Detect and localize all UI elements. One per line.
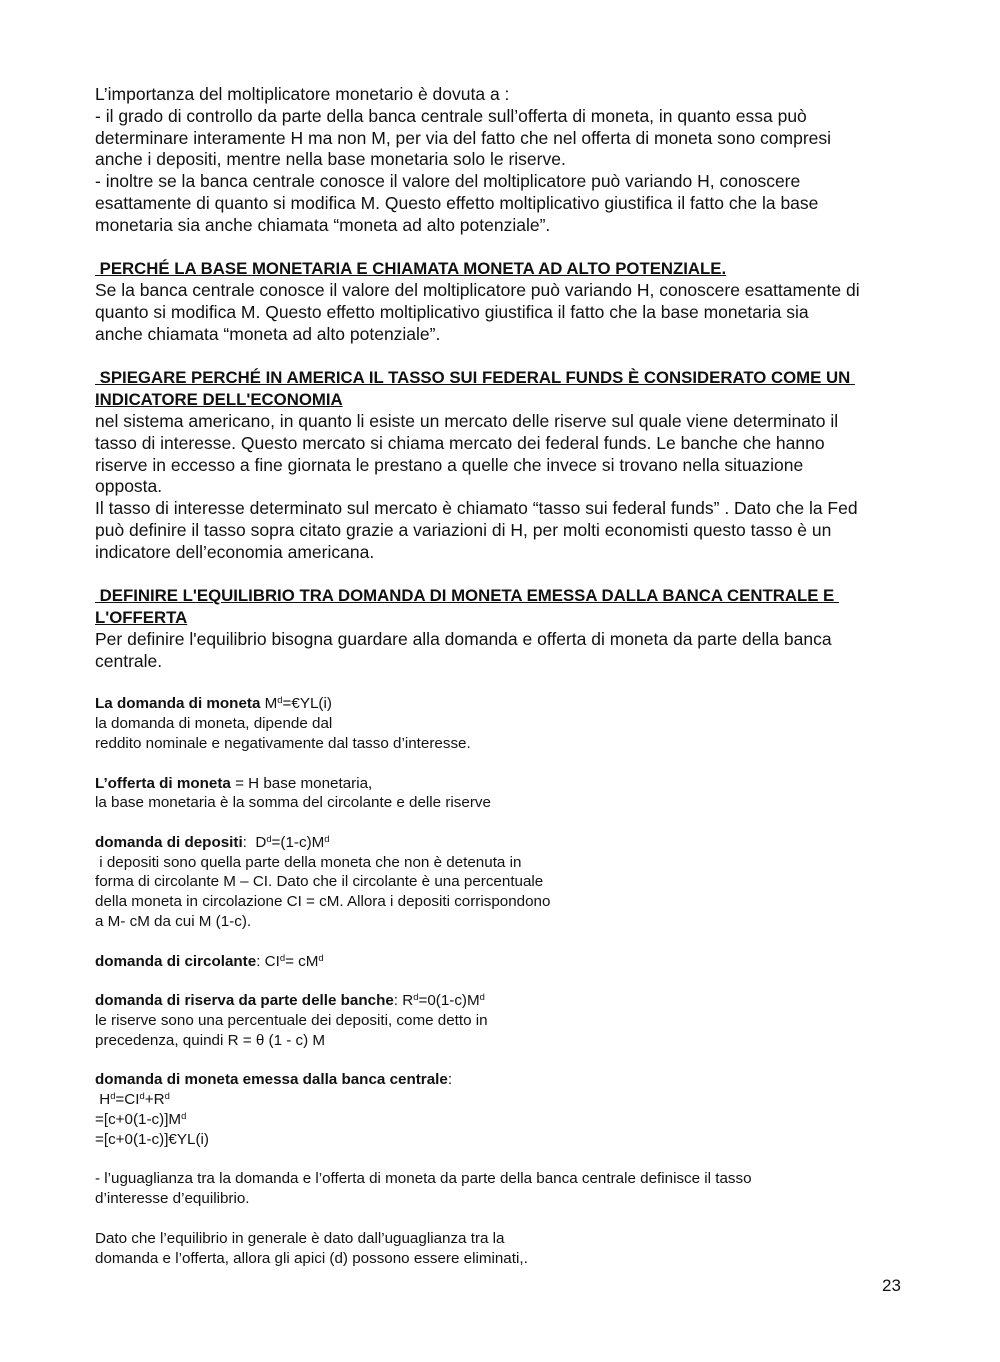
text-line: anche chiamata “moneta ad alto potenziale”.	[95, 323, 441, 344]
definitions-block	[95, 694, 915, 1268]
formula-text: H	[95, 1091, 111, 1109]
definition-label: domanda di depositi	[95, 833, 243, 851]
text-line: domanda e l’offerta, allora gli apici (d) possono essere eliminati,.	[95, 1249, 528, 1267]
text-line: indicatore dell’economia americana.	[95, 541, 375, 562]
formula-text: =CI	[115, 1091, 140, 1109]
superscript: d	[277, 694, 283, 706]
text-line: Il tasso di interesse determinato sul mercato è chiamato “tasso sui federal funds” . Dato che la Fed	[95, 498, 858, 519]
text-line: - inoltre se la banca centrale conosce il valore del moltiplicatore può variando H, conoscere	[95, 171, 801, 192]
superscript: d	[139, 1090, 145, 1102]
intro-paragraph	[95, 84, 915, 237]
definition-central-bank-demand	[95, 1070, 915, 1149]
text-line: d’interesse d’equilibrio.	[95, 1190, 250, 1208]
superscript: d	[279, 951, 286, 963]
formula-line	[95, 1090, 915, 1110]
definition-label: La domanda di moneta	[95, 695, 261, 713]
text-line: anche i depositi, mentre nella base monetaria solo le riserve.	[95, 149, 566, 170]
text-line: monetaria sia anche chiamata “moneta ad alto potenziale”.	[95, 214, 551, 235]
text-line: Dato che l’equilibrio in generale è dato dall’uguaglianza tra la	[95, 1229, 505, 1247]
text-line: L’importanza del moltiplicatore monetario è dovuta a :	[95, 84, 510, 104]
text-line: i depositi sono quella parte della moneta che non è detenuta in	[95, 853, 522, 871]
text-line: tasso di interesse. Questo mercato si chiama mercato dei federal funds. Le banche che hanno	[95, 432, 825, 453]
text-line: opposta.	[95, 476, 163, 497]
text-line: Per definire l'equilibrio bisogna guardare alla domanda e offerta di moneta da parte della banca	[95, 628, 832, 649]
text-line: riserve in eccesso a fine giornata le prestano a quelle che invece si trovano nella situazione	[95, 454, 804, 475]
page-number: 23	[882, 1276, 901, 1295]
superscript: d	[110, 1090, 116, 1102]
superscript: d	[324, 832, 330, 844]
definition-label: domanda di moneta emessa dalla banca centrale	[95, 1071, 448, 1089]
superscript: d	[318, 951, 324, 963]
formula-text: :	[447, 1071, 453, 1089]
section-heading: PERCHÉ LA BASE MONETARIA E CHIAMATA MONETA AD ALTO POTENZIALE.	[95, 259, 727, 279]
section-federal-funds	[95, 367, 915, 563]
definition-money-supply	[95, 774, 915, 814]
text-line: nel sistema americano, in quanto li esiste un mercato delle riserve sul quale viene determinato il	[95, 410, 839, 431]
text-line: può definire il tasso sopra citato grazie a variazioni di H, per molti economisti questo tasso è un	[95, 519, 832, 540]
section-high-powered-money	[95, 258, 915, 345]
text-line: forma di circolante M – CI. Dato che il circolante è una percentuale	[95, 873, 544, 891]
definition-label: domanda di riserva da parte delle banche	[95, 992, 394, 1010]
definition-deposit-demand	[95, 833, 915, 932]
section-heading: L'OFFERTA	[95, 608, 188, 628]
superscript: d	[164, 1090, 170, 1102]
text-line: precedenza, quindi R = θ (1 - c) M	[95, 1031, 326, 1049]
text-line: Se la banca centrale conosce il valore del moltiplicatore può variando H, conoscere esattamente di	[95, 280, 860, 301]
text-line: la domanda di moneta, dipende dal	[95, 715, 333, 733]
text-line: la base monetaria è la somma del circolante e delle riserve	[95, 794, 491, 812]
definition-label: L’offerta di moneta	[95, 774, 231, 792]
formula-text: =[c+0(1-c)]M	[95, 1111, 182, 1129]
formula-text: M	[260, 695, 278, 713]
text-line: della moneta in circolazione CI = cM. Allora i depositi corrispondono	[95, 893, 551, 911]
definition-currency-demand	[95, 952, 915, 972]
text-line: quanto si modifica M. Questo effetto moltiplicativo giustifica il fatto che la base monetaria sia	[95, 301, 809, 322]
superscript: d	[266, 832, 272, 844]
superscript: d	[479, 991, 485, 1003]
closing-paragraph-1	[95, 1169, 915, 1209]
formula-line	[95, 1110, 915, 1130]
text-line: determinare interamente H ma non M, per via del fatto che nel offerta di moneta sono compresi	[95, 127, 832, 148]
formula-text: : R	[393, 992, 414, 1010]
definition-money-demand	[95, 694, 915, 753]
section-heading: INDICATORE DELL'ECONOMIA	[95, 390, 343, 410]
document-page	[95, 84, 915, 1268]
formula-text: : CI	[256, 952, 280, 970]
text-line: reddito nominale e negativamente dal tasso d’interesse.	[95, 734, 471, 752]
formula-text: +R	[144, 1091, 165, 1109]
superscript: d	[181, 1109, 187, 1121]
formula-line: =[c+0(1-c)]€YL(i)	[95, 1130, 209, 1148]
definition-label: domanda di circolante	[95, 952, 257, 970]
formula-text: =€YL(i)	[282, 695, 332, 713]
formula-text: =(1-c)M	[271, 833, 325, 851]
definition-reserve-demand	[95, 991, 915, 1050]
superscript: d	[413, 991, 419, 1003]
text-line: centrale.	[95, 650, 163, 671]
section-heading: SPIEGARE PERCHÉ IN AMERICA IL TASSO SUI FEDERAL FUNDS È CONSIDERATO COME UN	[95, 368, 855, 388]
text-line: esattamente di quanto si modifica M. Questo effetto moltiplicativo giustifica il fatto che la base	[95, 192, 819, 213]
closing-paragraph-2	[95, 1229, 915, 1269]
formula-text: =0(1-c)M	[418, 992, 480, 1010]
section-heading: DEFINIRE L'EQUILIBRIO TRA DOMANDA DI MONETA EMESSA DALLA BANCA CENTRALE E	[95, 586, 839, 606]
text-line: a M- cM da cui M (1-c).	[95, 913, 252, 931]
text-line: le riserve sono una percentuale dei depositi, come detto in	[95, 1012, 488, 1030]
formula-text: : D	[242, 833, 267, 851]
formula-text: = H base monetaria,	[230, 774, 373, 792]
text-line: - il grado di controllo da parte della banca centrale sull’offerta di moneta, in quanto essa può	[95, 105, 807, 126]
section-equilibrium	[95, 585, 915, 672]
formula-text: = cM	[285, 952, 319, 970]
text-line: - l’uguaglianza tra la domanda e l’offerta di moneta da parte della banca centrale definisce il tasso	[95, 1170, 752, 1188]
